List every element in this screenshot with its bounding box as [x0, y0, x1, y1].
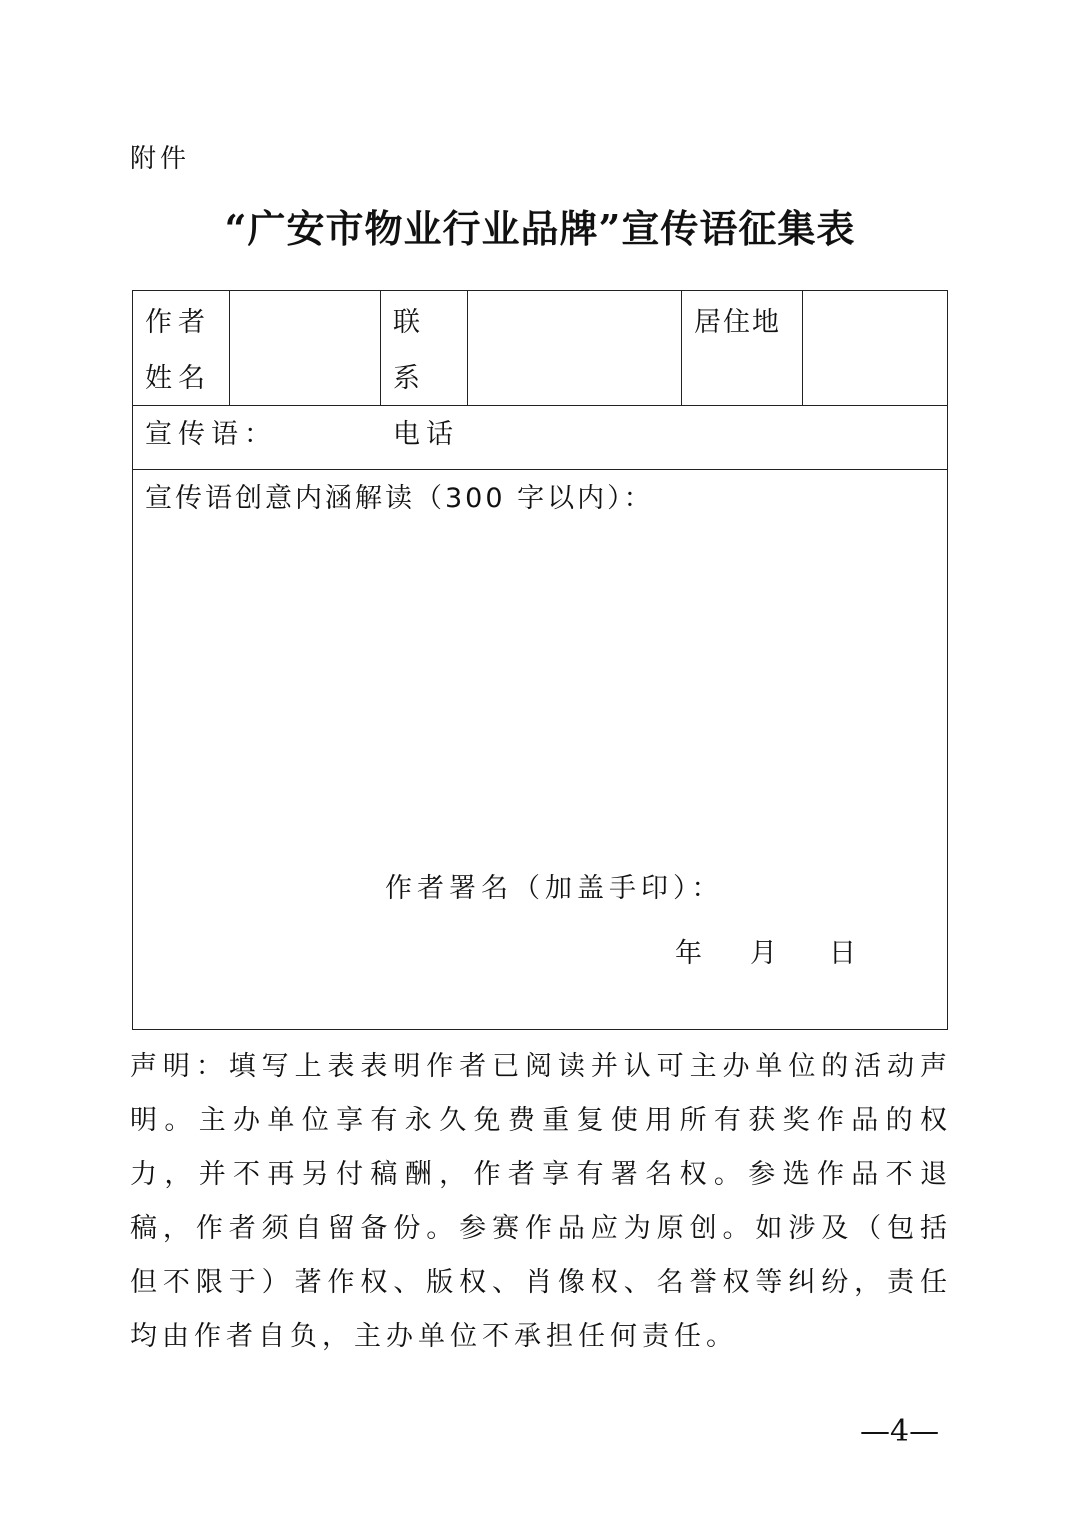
author-name-label-cell [133, 291, 230, 405]
address-label: 居住地 [694, 307, 781, 338]
date-month: 月 [750, 938, 777, 969]
interpretation-area[interactable] [133, 469, 947, 1029]
phone-label-cell [381, 291, 468, 450]
phone-label-line1: 联 系 [393, 307, 426, 394]
address-field[interactable] [803, 291, 947, 405]
date-year: 年 [675, 938, 702, 969]
author-name-label-line2: 姓名 [145, 363, 211, 394]
interpretation-label: 宣传语创意内涵解读（300 字以内）： [145, 483, 654, 514]
slogan-row[interactable] [133, 405, 947, 470]
phone-field[interactable] [468, 291, 682, 405]
date-day: 日 [829, 938, 856, 969]
address-label-cell [682, 291, 803, 405]
signature-label: 作者署名（加盖手印）： [385, 873, 724, 904]
author-name-label-line1: 作者 [145, 307, 211, 338]
author-name-field[interactable] [230, 291, 381, 405]
page-title: “广安市物业行业品牌”宣传语征集表 [224, 206, 856, 251]
phone-label-line2: 电话 [393, 419, 459, 450]
slogan-label: 宣传语： [145, 419, 277, 450]
attachment-label: 附件 [130, 144, 191, 174]
page-number: —4— [860, 1414, 940, 1449]
submission-form-table [132, 290, 948, 1030]
declaration-text: 声明：填写上表表明作者已阅读并认可主办单位的活动声明。主办单位享有永久免费重复使用所有获奖作品的权力，并不再另付稿酬，作者享有署名权。参选作品不退稿，作者须自留备份。参赛作品应为原创。如涉及（包括但不限于）著作权、版权、肖像权、名誉权等纠纷，责任均由作者自负，主办单位不承担任何责任。 [130, 1051, 952, 1352]
